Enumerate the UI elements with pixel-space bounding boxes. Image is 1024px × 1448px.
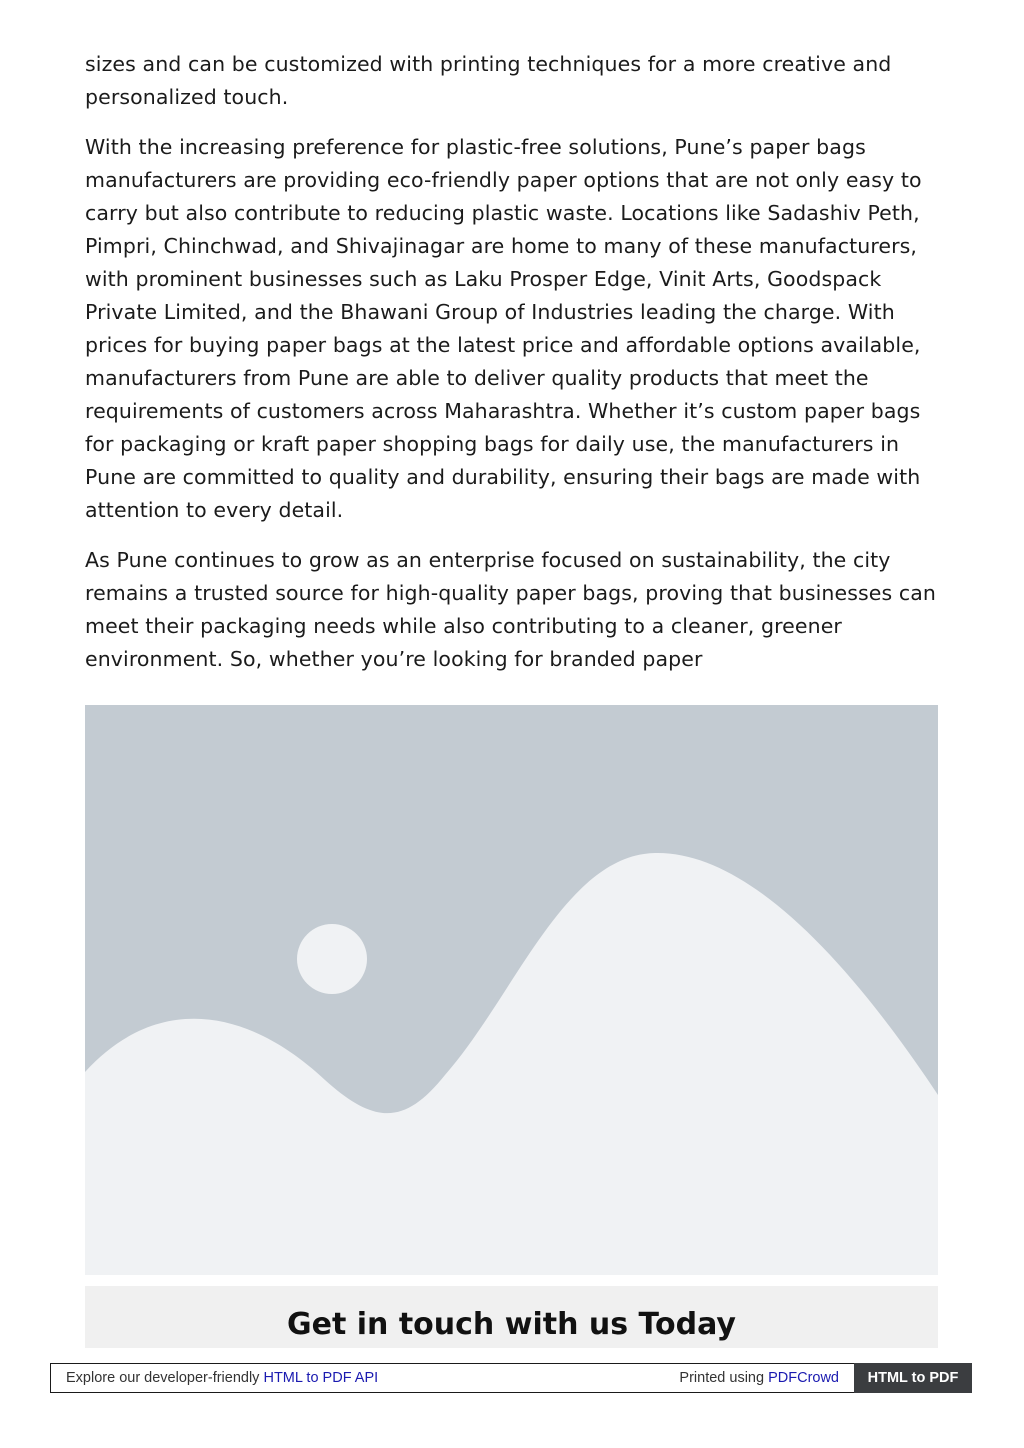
banner-left-label: Explore our developer-friendly bbox=[66, 1370, 264, 1386]
contact-cta-section bbox=[85, 1286, 938, 1348]
pdf-footer-banner bbox=[50, 1363, 972, 1393]
pdfcrowd-link[interactable]: PDFCrowd bbox=[768, 1370, 839, 1386]
article-paragraph: With the increasing preference for plastic-free solutions, Pune’s paper bags manufacturers are providing eco-friendly paper options that are not only easy to carry but also contribute to reducing plastic waste. Locations like Sadashiv Peth, Pimpri, Chinchwad, and Shivajinagar are home to many of these manufacturers, with prominent businesses such as Laku Prosper Edge, Vinit Arts, Goodspack Private Limited, and the Bhawani Group of Industries leading the charge. With prices for buying paper bags at the latest price and affordable options available, manufacturers from Pune are able to deliver quality products that meet the requirements of customers across Maharashtra. Whether it’s custom paper bags for packaging or kraft paper shopping bags for daily use, the manufacturers in Pune are committed to quality and durability, ensuring their bags are made with attention to every detail. bbox=[85, 135, 922, 522]
html-to-pdf-api-link[interactable]: HTML to PDF API bbox=[263, 1370, 379, 1386]
article-paragraph: sizes and can be customized with printing techniques for a more creative and personalized touch. bbox=[85, 52, 892, 109]
placeholder-landscape-icon bbox=[85, 705, 938, 1275]
cta-heading: Get in touch with us Today bbox=[287, 1307, 736, 1342]
html-to-pdf-button[interactable]: HTML to PDF bbox=[854, 1363, 972, 1393]
image-placeholder bbox=[85, 705, 938, 1275]
article-paragraph: As Pune continues to grow as an enterprise focused on sustainability, the city remains a trusted source for high-quality paper bags, proving that businesses can meet their packaging needs while also contributing to a cleaner, greener environment. So, whether you’re looking for branded paper bbox=[85, 548, 936, 671]
banner-right-label: Printed using bbox=[679, 1370, 769, 1386]
banner-right-text bbox=[679, 1370, 839, 1386]
banner-left-text bbox=[66, 1370, 378, 1386]
